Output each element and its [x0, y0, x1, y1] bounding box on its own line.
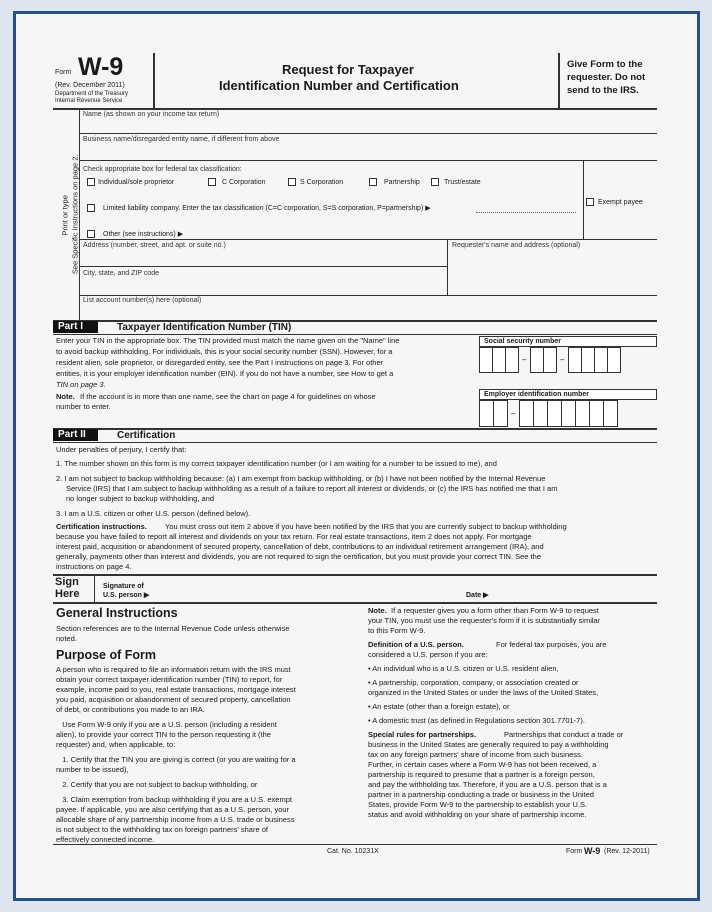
exempt-payee-label: Exempt payee [598, 199, 643, 206]
llc-checkbox[interactable] [87, 204, 95, 212]
form-label: Form [55, 69, 72, 76]
exempt-divider [583, 160, 584, 239]
business-field-label: Business name/disregarded entity name, if different from above [83, 136, 280, 143]
text-line: 1. Certify that the TIN you are giving is correct (or you are waiting for a [56, 755, 296, 764]
individual-label: Individual/sole proprietor [98, 179, 175, 186]
rule-part1 [53, 334, 657, 335]
classification-label: Check appropriate box for federal tax classification: [83, 166, 242, 173]
digit-cell[interactable] [561, 400, 576, 427]
cert-instructions-4: generally, payments other than interest and dividends, you are not required to sign the certification, but you must provide your correct TIN. See the [56, 552, 541, 561]
text-line: is not subject to the withholding tax on foreign partners' share of [56, 825, 268, 834]
rule-address [79, 266, 447, 267]
text-line: you paid, acquisition or abandonment of secured property, cancellation [56, 695, 291, 704]
header-divider-right [558, 53, 560, 109]
gi-text-1: Section references are to the Internal Revenue Code unless otherwise [56, 624, 290, 633]
digit-cell[interactable] [519, 400, 534, 427]
text-line: A person who is required to file an information return with the IRS must [56, 665, 291, 674]
digit-cell[interactable] [581, 347, 595, 373]
text-line: partnership is required to presume that a partner is a foreign person, [368, 770, 595, 779]
part2-tag: Part II [53, 429, 98, 441]
header-divider-left [153, 53, 155, 109]
partnership-label: Partnership [384, 179, 420, 186]
dash-separator: – [560, 355, 565, 364]
purpose-heading: Purpose of Form [56, 648, 157, 662]
individual-checkbox[interactable] [87, 178, 95, 186]
part1-line: to avoid backup withholding. For individuals, this is your social security number (SSN). However, for a [56, 347, 393, 356]
text-line: to this Form W-9. [368, 626, 426, 635]
ein-input[interactable] [479, 400, 657, 427]
rule-part2 [53, 442, 657, 443]
text-line: Partnerships that conduct a trade or [504, 730, 624, 739]
text-line: status and avoid withholding on your share of partnership income. [368, 810, 587, 819]
form-revision: (Rev. December 2011) [55, 82, 125, 89]
accounts-field-label: List account number(s) here (optional) [83, 297, 202, 304]
give-form-line3: send to the IRS. [567, 85, 639, 96]
form-number: W-9 [78, 53, 124, 81]
partnership-checkbox[interactable] [369, 178, 377, 186]
here-label: Here [55, 588, 80, 600]
part1-note: If the account is in more than one name, see the chart on page 4 for guidelines on whose [80, 392, 376, 401]
address-field-label: Address (number, street, and apt. or suite no.) [83, 242, 226, 249]
digit-cell[interactable] [530, 347, 544, 373]
text-line: business in the United States are generally required to pay a withholding [368, 740, 609, 749]
business-input[interactable] [80, 144, 657, 158]
s-corp-label: S Corporation [300, 179, 344, 186]
llc-label: Limited liability company. Enter the tax classification (C=C corporation, S=S corporation, P=partnership) ▶ [103, 205, 431, 212]
c-corp-checkbox[interactable] [208, 178, 216, 186]
give-form-line2: requester. Do not [567, 72, 646, 83]
text-line: tax on any foreign partners' share of income from such business. [368, 750, 583, 759]
text-line: obtain your correct taxpayer identification number (TIN) to report, for [56, 675, 283, 684]
gi-text-2: noted. [56, 634, 77, 643]
digit-cell[interactable] [493, 400, 508, 427]
text-line: organized in the United States or under the laws of the United States, [368, 688, 599, 697]
footer-form-number: W-9 [584, 846, 601, 856]
text-line: of debt, or contributions you made to an IRA. [56, 705, 205, 714]
ssn-input[interactable] [479, 347, 657, 373]
text-line: 2. Certify that you are not subject to backup withholding, or [56, 780, 258, 789]
requester-field-label: Requester's name and address (optional) [452, 242, 581, 249]
general-instructions-heading: General Instructions [56, 606, 178, 620]
perjury-intro: Under penalties of perjury, I certify that: [56, 445, 187, 454]
requester-input[interactable] [449, 250, 656, 294]
cert-instructions-label: Certification instructions. [56, 522, 147, 531]
digit-cell[interactable] [568, 347, 582, 373]
text-line: effectively connected income. [56, 835, 155, 844]
text-line: Use Form W-9 only if you are a U.S. person (including a resident [56, 720, 277, 729]
digit-cell[interactable] [603, 400, 618, 427]
part1-note-label: Note. [56, 392, 75, 401]
signature-label: Signature of [103, 583, 144, 590]
rule-business [79, 160, 657, 161]
rule-sign-top [53, 574, 657, 576]
rule-sign-bottom [53, 602, 657, 604]
text-line: number to be issued), [56, 765, 129, 774]
side-label-print: Print or type [60, 195, 70, 236]
text-line: States, provide Form W-9 to the partnership to establish your U.S. [368, 800, 588, 809]
ein-label: Employer identification number [484, 391, 590, 398]
digit-cell[interactable] [533, 400, 548, 427]
ein-label-box [479, 389, 657, 400]
rule-name [79, 133, 657, 134]
text-line: For federal tax purposes, you are [496, 640, 607, 649]
cert-item-1: 1. The number shown on this form is my correct taxpayer identification number (or I am waiting for a number to be issued to me), and [56, 459, 497, 468]
text-line: example, income paid to you, real estate transactions, mortgage interest [56, 685, 296, 694]
bullet-item: • A partnership, corporation, company, or association created or [368, 678, 579, 687]
address-input[interactable] [80, 250, 446, 264]
digit-cell[interactable] [479, 400, 494, 427]
digit-cell[interactable] [479, 347, 493, 373]
text-line: payee. If applicable, you are also certifying that as a U.S. person, your [56, 805, 290, 814]
irs-label: Internal Revenue Service [55, 98, 123, 104]
dash-separator: – [511, 408, 516, 418]
text-line: alien), to provide your correct TIN to the person requesting it (the [56, 730, 271, 739]
part1-line: TIN on page 3. [56, 380, 106, 389]
signature-input[interactable] [160, 578, 450, 600]
digit-cell[interactable] [543, 347, 557, 373]
cert-item-2b: Service (IRS) that I am subject to backup withholding as a result of a failure to report all interest or dividends, or (c) the IRS has notified me that I am [66, 484, 558, 493]
dash-separator: – [522, 355, 527, 364]
part1-note-2: number to enter. [56, 402, 111, 411]
part1-line: resident alien, sole proprietor, or disregarded entity, see the Part I instructions on page 3. For other [56, 358, 384, 367]
trust-checkbox[interactable] [431, 178, 439, 186]
definition-label: Definition of a U.S. person. [368, 640, 464, 649]
digit-cell[interactable] [505, 347, 519, 373]
title-line1: Request for Taxpayer [282, 62, 414, 77]
us-person-label: U.S. person ▶ [103, 592, 150, 599]
cert-instructions-1: You must cross out item 2 above if you have been notified by the IRS that you are currently subject to backup withholding [165, 522, 567, 531]
catalog-number: Cat. No. 10231X [327, 848, 379, 855]
header-rule [53, 108, 657, 110]
rule-footer [53, 844, 657, 845]
rule-city [79, 295, 657, 296]
part2-title: Certification [117, 430, 176, 441]
text-line: allocable share of any partnership income from a U.S. trade or business [56, 815, 295, 824]
city-field-label: City, state, and ZIP code [83, 270, 160, 277]
name-input[interactable] [80, 119, 657, 132]
digit-cell[interactable] [492, 347, 506, 373]
text-line: considered a U.S. person if you are: [368, 650, 488, 659]
footer-form-label: Form [566, 848, 583, 855]
other-checkbox[interactable] [87, 230, 95, 238]
c-corp-label: C Corporation [222, 179, 266, 186]
date-input[interactable] [492, 578, 652, 600]
rule-class [79, 239, 657, 240]
cert-item-2c: no longer subject to backup withholding, and [66, 494, 215, 503]
text-line: partner in a partnership conducting a trade or business in the United [368, 790, 594, 799]
special-rules-label: Special rules for partnerships. [368, 730, 476, 739]
s-corp-checkbox[interactable] [288, 178, 296, 186]
bullet-item: • An individual who is a U.S. citizen or U.S. resident alien, [368, 664, 559, 673]
part1-title: Taxpayer Identification Number (TIN) [117, 322, 292, 333]
give-form-line1: Give Form to the [567, 59, 643, 70]
title-line2: Identification Number and Certification [219, 78, 459, 93]
sign-label: Sign [55, 576, 79, 588]
text-line: If a requester gives you a form other than Form W-9 to request [391, 606, 599, 615]
footer-revision: (Rev. 12-2011) [604, 848, 650, 855]
other-label: Other (see instructions) ▶ [103, 231, 184, 238]
text-line: Further, in certain cases where a Form W-9 has not been received, a [368, 760, 597, 769]
exempt-payee-checkbox[interactable] [586, 198, 594, 206]
name-field-label: Name (as shown on your income tax return) [83, 111, 220, 118]
digit-cell[interactable] [607, 347, 621, 373]
part1-tag: Part I [53, 321, 98, 333]
digit-cell[interactable] [589, 400, 604, 427]
city-input[interactable] [80, 278, 446, 294]
side-label-instructions: See Specific Instructions on page 2. [70, 154, 80, 275]
cert-instructions-5: instructions on page 4. [56, 562, 132, 571]
cert-item-2a: 2. I am not subject to backup withholding because: (a) I am exempt from backup withholding, or (b) I have not been notified by the Internal Revenue [56, 474, 546, 483]
requester-divider [447, 239, 448, 295]
digit-cell[interactable] [594, 347, 608, 373]
note-label: Note. [368, 606, 387, 615]
text-line: 3. Claim exemption from backup withholding if you are a U.S. exempt [56, 795, 292, 804]
bullet-item: • An estate (other than a foreign estate), or [368, 702, 510, 711]
ssn-label: Social security number [484, 338, 562, 345]
digit-cell[interactable] [547, 400, 562, 427]
part1-line: entities, it is your employer identification number (EIN). If you do not have a number, see How to get a [56, 369, 394, 378]
date-label: Date ▶ [466, 592, 489, 599]
text-line: requester) and, when applicable, to: [56, 740, 176, 749]
accounts-input[interactable] [80, 305, 656, 319]
llc-classification-input[interactable] [476, 210, 576, 213]
text-line: and pay the withholding tax. Therefore, if you are a U.S. person that is a [368, 780, 607, 789]
bullet-item: • A domestic trust (as defined in Regulations section 301.7701-7). [368, 716, 585, 725]
text-line: your TIN, you must use the requester's form if it is substantially similar [368, 616, 601, 625]
cert-instructions-3: interest paid, acquisition or abandonment of secured property, cancellation of debt, contributions to an individual retirement arrangement (IRA), and [56, 542, 544, 551]
cert-item-3: 3. I am a U.S. citizen or other U.S. person (defined below). [56, 509, 251, 518]
trust-label: Trust/estate [444, 179, 481, 186]
ssn-label-box [479, 336, 657, 347]
cert-instructions-2: because you have failed to report all interest and dividends on your tax return. For real estate transactions, item 2 does not apply. For mortgage [56, 532, 532, 541]
sign-divider [94, 575, 95, 602]
department: Department of the Treasury [55, 91, 129, 97]
digit-cell[interactable] [575, 400, 590, 427]
part1-line: Enter your TIN in the appropriate box. The TIN provided must match the name given on the "Name" line [56, 336, 400, 345]
